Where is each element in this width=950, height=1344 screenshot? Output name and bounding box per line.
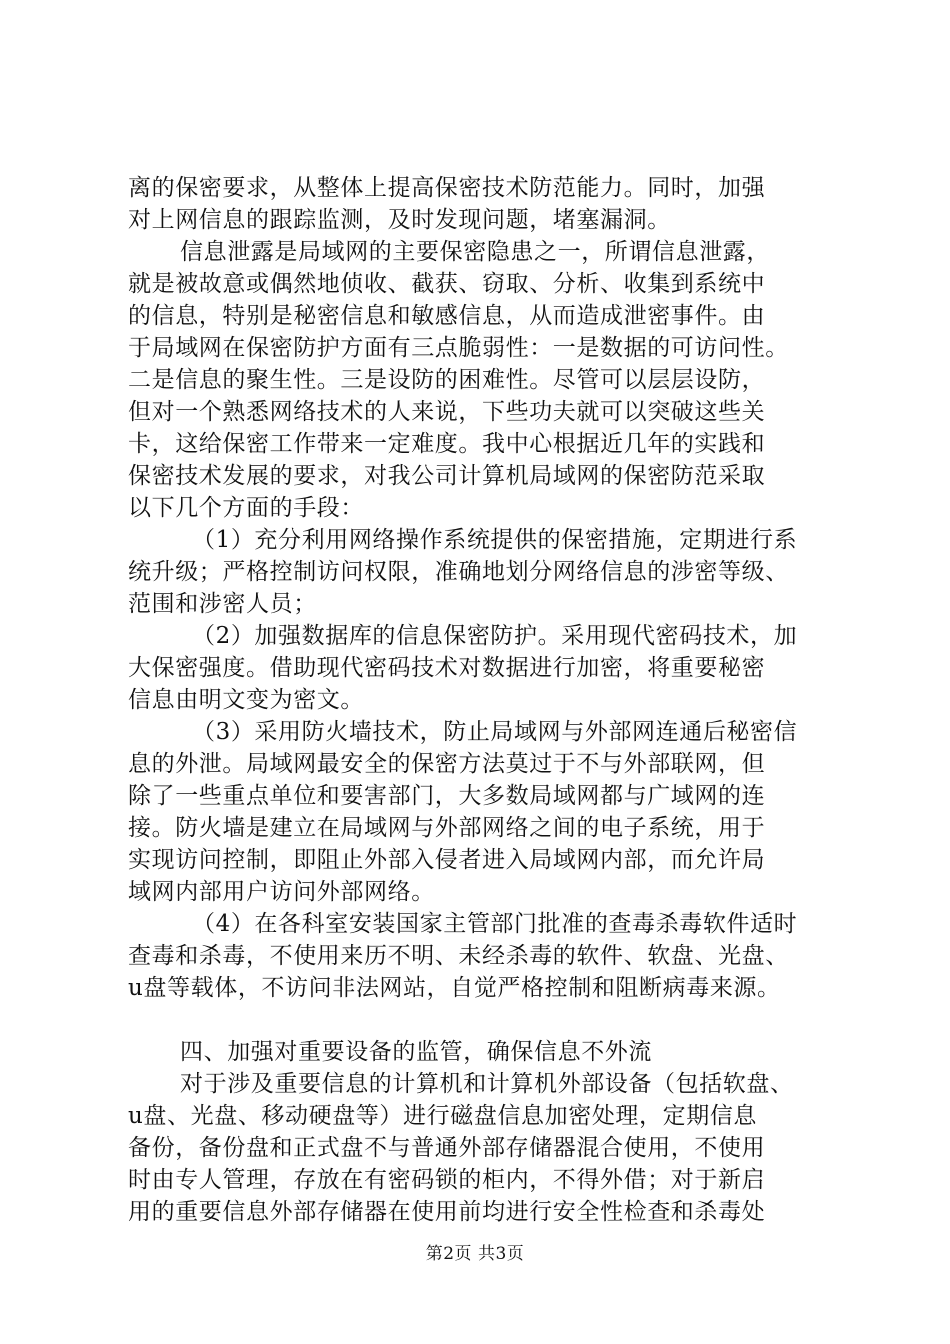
text-line: 信息泄露是局域网的主要保密隐患之一，所谓信息泄露，	[180, 239, 770, 265]
text-line: 四、加强对重要设备的监管，确保信息不外流	[180, 1039, 652, 1065]
text-line: （4）在各科室安装国家主管部门批准的查毒杀毒软件适时	[192, 911, 798, 937]
text-line: 离的保密要求，从整体上提高保密技术防范能力。同时，加强	[128, 175, 766, 201]
text-line: （1）充分利用网络操作系统提供的保密措施，定期进行系	[192, 527, 798, 553]
text-line: 对上网信息的跟踪监测，及时发现问题，堵塞漏洞。	[128, 207, 671, 233]
text-line: 于局域网在保密防护方面有三点脆弱性：一是数据的可访问性。	[128, 335, 789, 361]
text-line: 实现访问控制，即阻止外部入侵者进入局域网内部，而允许局	[128, 847, 766, 873]
text-line: 接。防火墙是建立在局域网与外部网络之间的电子系统，用于	[128, 815, 766, 841]
text-line: 的信息，特别是秘密信息和敏感信息，从而造成泄密事件。由	[128, 303, 766, 329]
text-line: 时由专人管理，存放在有密码锁的柜内，不得外借；对于新启	[128, 1167, 766, 1193]
blank-line	[128, 1004, 828, 1036]
text-line: 用的重要信息外部存储器在使用前均进行安全性检查和杀毒处	[128, 1199, 766, 1225]
text-line: 大保密强度。借助现代密码技术对数据进行加密，将重要秘密	[128, 655, 766, 681]
text-line: 查毒和杀毒，不使用来历不明、未经杀毒的软件、软盘、光盘、	[128, 943, 789, 969]
text-line: 备份，备份盘和正式盘不与普通外部存储器混合使用，不使用	[128, 1135, 766, 1161]
text-line: 以下几个方面的手段：	[128, 495, 364, 521]
document-body	[128, 172, 828, 1228]
text-line: 域网内部用户访问外部网络。	[128, 879, 435, 905]
text-line: 卡，这给保密工作带来一定难度。我中心根据近几年的实践和	[128, 431, 766, 457]
page-footer: 第2页 共3页	[425, 1244, 525, 1264]
text-line: 但对一个熟悉网络技术的人来说，下些功夫就可以突破这些关	[128, 399, 766, 425]
text-line: u盘、光盘、移动硬盘等）进行磁盘信息加密处理，定期信息	[128, 1103, 758, 1129]
text-line: 范围和涉密人员；	[128, 591, 317, 617]
text-line: 对于涉及重要信息的计算机和计算机外部设备（包括软盘、	[180, 1071, 794, 1097]
text-line: 就是被故意或偶然地侦收、截获、窃取、分析、收集到系统中	[128, 271, 766, 297]
text-line: （2）加强数据库的信息保密防护。采用现代密码技术，加	[192, 623, 798, 649]
text-line: 统升级；严格控制访问权限，准确地划分网络信息的涉密等级、	[128, 559, 789, 585]
text-line: 保密技术发展的要求，对我公司计算机局域网的保密防范采取	[128, 463, 766, 489]
text-line: 信息由明文变为密文。	[128, 687, 364, 713]
text-line: 二是信息的聚生性。三是设防的困难性。尽管可以层层设防，	[128, 367, 766, 393]
text-line: u盘等载体，不访问非法网站，自觉严格控制和阻断病毒来源。	[128, 975, 781, 1001]
text-line: 息的外泄。局域网最安全的保密方法莫过于不与外部联网，但	[128, 751, 766, 777]
text-line: （3）采用防火墙技术，防止局域网与外部网连通后秘密信	[192, 719, 798, 745]
text-line: 除了一些重点单位和要害部门，大多数局域网都与广域网的连	[128, 783, 766, 809]
